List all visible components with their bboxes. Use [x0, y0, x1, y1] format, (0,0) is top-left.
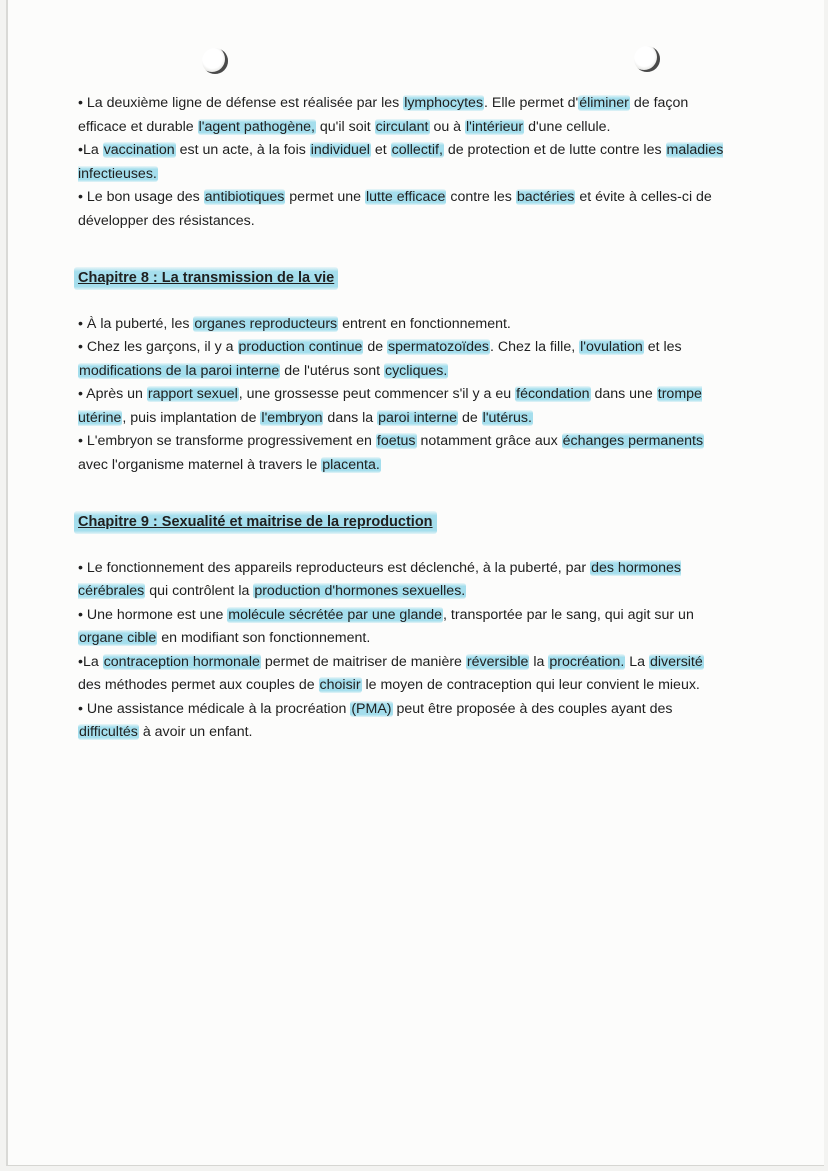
highlighted-text: individuel [310, 142, 370, 158]
body-text: et les [643, 339, 682, 355]
chapter-9-bullet-3 [78, 651, 728, 698]
highlighted-text: maladies infectieuses. [78, 142, 724, 182]
body-text: des méthodes permet aux couples de [78, 677, 319, 693]
body-text: . Elle permet d' [484, 95, 579, 111]
body-text: contre les [446, 189, 516, 205]
body-text: avec l'organisme maternel à travers le [78, 456, 322, 473]
highlighted-text: choisir [319, 677, 361, 693]
body-text: • Le fonctionnement des appareils reproducteurs est déclenché, à la puberté, par [78, 559, 591, 576]
intro-bullet-3 [78, 186, 728, 233]
body-text: • À la puberté, les [78, 315, 194, 332]
body-text: qui contrôlent la [145, 583, 254, 599]
body-text: de l'utérus sont [280, 362, 384, 379]
highlighted-text: lutte efficace [366, 189, 446, 205]
highlighted-text: spermatozoïdes [388, 339, 489, 355]
body-text: . Chez la fille, [490, 339, 580, 355]
body-text: est un acte, à la fois [175, 142, 310, 158]
highlighted-text: réversible [466, 653, 529, 670]
chapter-9-bullet-2 [78, 604, 728, 651]
chapter-9-heading-wrap [78, 511, 728, 535]
body-text: • La deuxième ligne de défense est réalisée par les [78, 95, 404, 111]
highlighted-text: bactéries [516, 189, 575, 205]
body-text: notamment grâce aux [416, 433, 562, 449]
intro-bullet-1 [78, 92, 728, 139]
body-text: la [529, 653, 549, 670]
highlighted-text: (PMA) [351, 700, 392, 717]
body-text: de façon efficace et durable [78, 95, 689, 135]
body-text: en modifiant son fonctionnement. [157, 630, 371, 646]
highlighted-text: fécondation [516, 386, 590, 402]
highlighted-text: foetus [376, 433, 416, 449]
highlighted-text: antibiotiques [204, 189, 285, 205]
body-text: , transportée par le sang, qui agit sur un [443, 606, 694, 623]
body-text: entrent en fonctionnement. [338, 315, 511, 332]
body-text: de [363, 339, 388, 355]
highlighted-text: production d'hormones sexuelles. [254, 583, 466, 599]
body-text: • L'embryon se transforme progressivement en [78, 433, 376, 449]
body-text: • Une assistance médicale à la procréation [78, 700, 351, 717]
body-text: de protection et de lutte contre les [443, 142, 666, 158]
body-text: et [370, 142, 391, 158]
highlighted-text: modifications de la paroi interne [79, 362, 280, 379]
body-text: ou à [429, 118, 465, 135]
chapter-8-bullet-3 [78, 383, 728, 430]
chapter-8-bullet-4 [78, 430, 728, 477]
body-text: peut être proposée à des couples ayant des [392, 700, 673, 717]
highlighted-text: l'ovulation [580, 339, 643, 355]
highlighted-text: collectif, [391, 142, 443, 158]
body-text: et évite à celles-ci de développer des résistances. [78, 189, 712, 229]
highlighted-text: organe cible [79, 630, 157, 646]
punch-hole-icon [634, 46, 660, 72]
body-text: , puis implantation de [122, 409, 261, 426]
highlighted-text: production continue [238, 339, 363, 355]
body-text: de [458, 409, 482, 426]
chapter-9-bullet-4 [78, 698, 728, 745]
highlighted-text: l'intérieur [466, 118, 524, 135]
chapter-8-title: Chapitre 8 : La transmission de la vie [74, 267, 338, 290]
highlighted-text: l'utérus. [482, 409, 532, 426]
highlighted-text: circulant [375, 118, 429, 135]
body-text: à avoir un enfant. [138, 724, 253, 740]
notes-content [78, 92, 728, 745]
body-text: dans la [323, 409, 378, 426]
chapter-8-bullet-1 [78, 313, 728, 337]
highlighted-text: éliminer [579, 95, 629, 111]
highlighted-text: diversité [649, 653, 703, 670]
highlighted-text: vaccination [103, 142, 175, 158]
body-text: , une grossesse peut commencer s'il y a eu [238, 386, 516, 402]
chapter-8-bullet-2 [78, 336, 728, 383]
body-text: dans une [590, 386, 657, 402]
highlighted-text: des hormones cérébrales [78, 559, 682, 599]
highlighted-text: rapport sexuel [147, 386, 238, 402]
highlighted-text: organes reproducteurs [194, 315, 338, 332]
body-text: • Une hormone est une [78, 606, 228, 623]
body-text: •La [78, 142, 103, 158]
body-text: • Chez les garçons, il y a [78, 339, 238, 355]
highlighted-text: molécule sécrétée par une glande [228, 606, 443, 623]
highlighted-text: l'agent pathogène, [198, 118, 315, 135]
highlighted-text: procréation. [549, 653, 625, 670]
body-text: permet de maitriser de manière [260, 653, 466, 670]
punch-hole-icon [202, 48, 228, 74]
highlighted-text: contraception hormonale [103, 653, 260, 670]
chapter-8-heading-wrap [78, 267, 728, 291]
highlighted-text: paroi interne [378, 409, 457, 426]
chapter-9-bullet-1 [78, 557, 728, 604]
chapter-9-title: Chapitre 9 : Sexualité et maitrise de la reproduction [74, 511, 437, 534]
highlighted-text: lymphocytes [404, 95, 484, 111]
highlighted-text: échanges permanents [562, 433, 704, 449]
body-text: •La [78, 653, 103, 670]
highlighted-text: l'embryon [261, 409, 323, 426]
body-text: • Le bon usage des [78, 189, 204, 205]
highlighted-text: trompe utérine [78, 386, 702, 426]
highlighted-text: cycliques. [384, 362, 448, 379]
body-text: d'une cellule. [524, 118, 611, 135]
body-text: qu'il soit [315, 118, 375, 135]
highlighted-text: difficultés [79, 724, 138, 740]
intro-bullet-2 [78, 139, 728, 186]
body-text: le moyen de contraception qui leur convient le mieux. [361, 677, 700, 693]
body-text: La [625, 653, 649, 670]
body-text: • Après un [78, 386, 147, 402]
highlighted-text: placenta. [322, 456, 380, 473]
body-text: permet une [285, 189, 365, 205]
